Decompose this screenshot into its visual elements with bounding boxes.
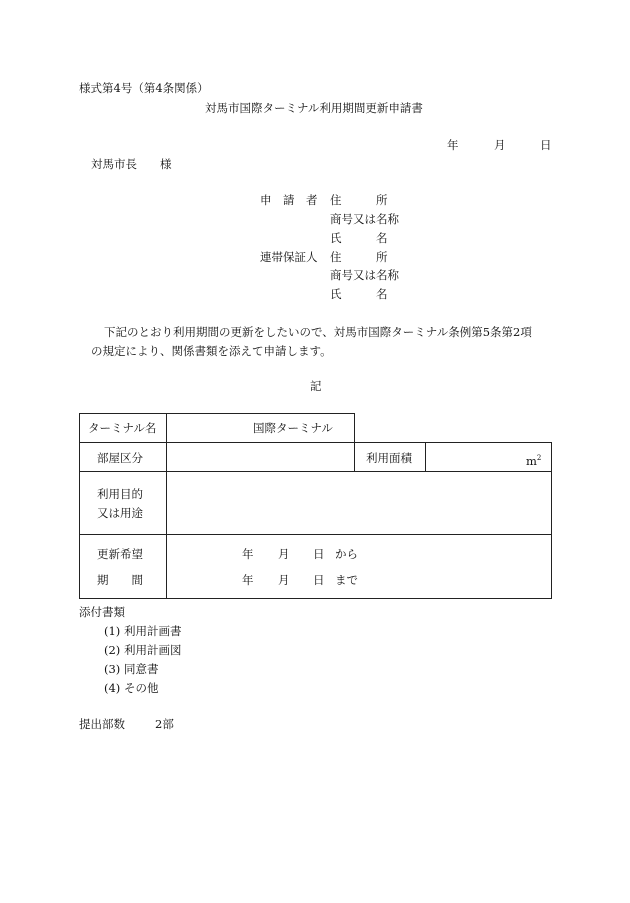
terminal-name-label: ターミナル名 (88, 421, 157, 435)
attachment-item: (1) 利用計画書 (104, 624, 182, 638)
guarantor-company-label: 商号又は名称 (330, 268, 399, 282)
area-value-cell[interactable] (425, 442, 552, 472)
from-month: 月 (278, 547, 290, 561)
applicant-name-label: 氏 名 (330, 231, 388, 245)
page-title: 対馬市国際ターミナル利用期間更新申請書 (205, 101, 423, 115)
addressee-name: 対馬市長 (91, 157, 137, 171)
attachment-item: (2) 利用計画図 (104, 643, 182, 657)
area-unit-exponent: 2 (536, 454, 542, 462)
period-label-2: 期 間 (97, 573, 143, 587)
date-month-label: 月 (494, 138, 506, 152)
period-value-cell[interactable] (166, 534, 552, 599)
guarantor-address-label: 住 所 (330, 250, 388, 264)
attachment-item: (4) その他 (104, 681, 159, 695)
applicant-address-label: 住 所 (330, 193, 388, 207)
terminal-name-value-cell (166, 413, 355, 443)
date-day-label: 日 (540, 138, 552, 152)
room-value-cell[interactable] (166, 442, 355, 472)
guarantor-name-label: 氏 名 (330, 287, 388, 301)
applicant-label: 申 請 者 (260, 193, 318, 207)
period-label-cell (79, 534, 167, 599)
from-year: 年 (242, 547, 254, 561)
body-text-line2: の規定により、関係書類を添えて申請します。 (91, 344, 332, 358)
date-year-label: 年 (447, 138, 459, 152)
addressee-honorific: 様 (160, 157, 172, 171)
form-number: 様式第4号（第4条関係） (79, 81, 209, 95)
to-year: 年 (242, 573, 254, 587)
purpose-value-cell[interactable] (166, 471, 552, 535)
attachments-heading: 添付書類 (79, 605, 125, 619)
body-text-line1: 下記のとおり利用期間の更新をしたいので、対馬市国際ターミナル条例第5条第2項 (104, 325, 532, 339)
area-unit (526, 451, 541, 468)
purpose-label-cell (79, 471, 167, 535)
terminal-name-label-cell (79, 413, 167, 443)
to-suffix: まで (335, 573, 358, 587)
area-label-cell (354, 442, 426, 472)
to-month: 月 (278, 573, 290, 587)
guarantor-label: 連帯保証人 (260, 250, 318, 264)
period-label-1: 更新希望 (97, 547, 143, 561)
from-day: 日 (313, 547, 325, 561)
to-day: 日 (313, 573, 325, 587)
ki-heading: 記 (310, 379, 322, 393)
area-label: 利用面積 (366, 451, 412, 465)
applicant-company-label: 商号又は名称 (330, 212, 399, 226)
purpose-label-2: 又は用途 (97, 506, 143, 520)
from-suffix: から (335, 547, 358, 561)
room-label: 部屋区分 (97, 451, 143, 465)
area-unit-base: m (526, 453, 537, 468)
submission-label: 提出部数 (79, 717, 125, 731)
terminal-name-value: 国際ターミナル (253, 421, 333, 435)
room-label-cell (79, 442, 167, 472)
submission-value: 2部 (155, 717, 174, 731)
attachment-item: (3) 同意書 (104, 662, 159, 676)
purpose-label-1: 利用目的 (97, 487, 143, 501)
